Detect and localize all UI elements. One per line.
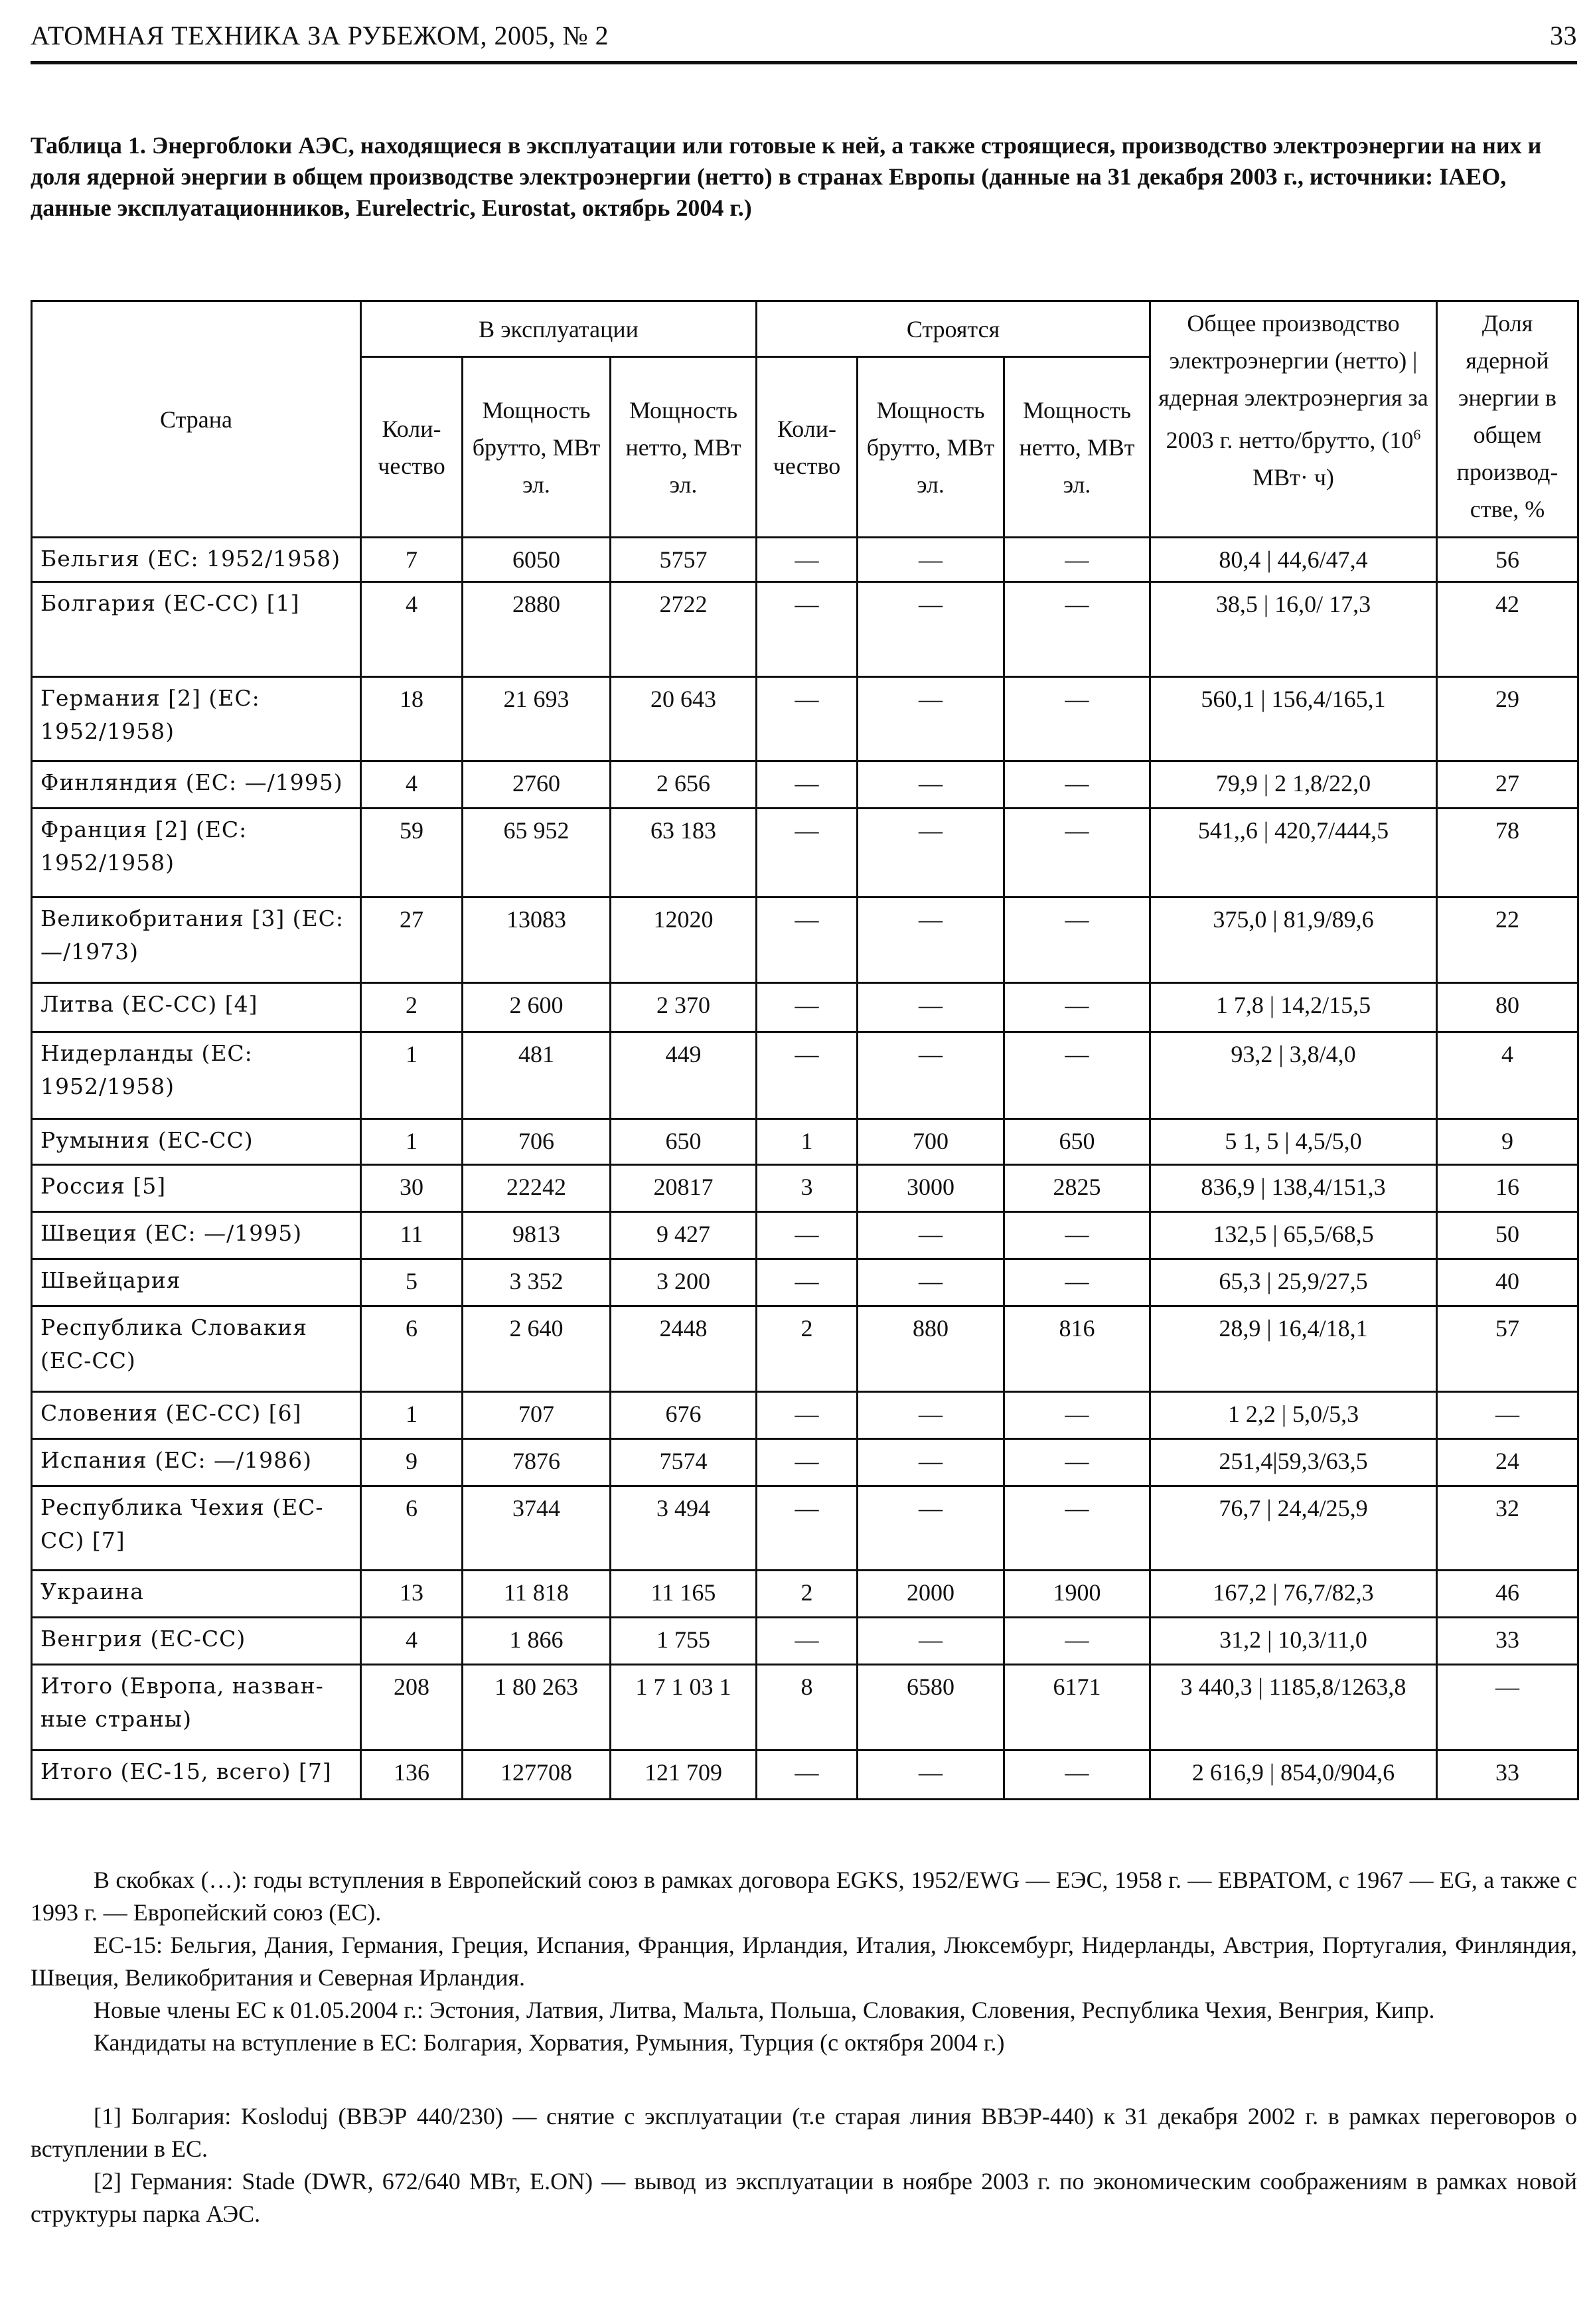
cell-con-net: — [1004, 809, 1150, 897]
cell-share: 29 [1437, 677, 1578, 761]
cell-production: 541,,6 | 420,7/444,5 [1150, 809, 1437, 897]
cell-op-count: 1 [361, 1392, 463, 1439]
cell-con-count: 3 [757, 1165, 858, 1212]
cell-con-net: — [1004, 1212, 1150, 1259]
footnote: [1] Болгария: Kosloduj (ВВЭР 440/230) — снятие с эксплуатации (т.е старая линия ВВЭР-440) к 31 декабря 2002 г. в рамках переговоров о вступлении в ЕС. [31, 2103, 1577, 2162]
table-row [32, 1032, 1578, 1119]
cell-con-net: — [1004, 897, 1150, 983]
cell-production: 38,5 | 16,0/ 17,3 [1150, 582, 1437, 677]
cell-con-gross: — [858, 1032, 1004, 1119]
cell-con-count: — [757, 983, 858, 1032]
cell-op-net: 121 709 [611, 1750, 757, 1800]
cell-op-count: 59 [361, 809, 463, 897]
cell-con-gross: 880 [858, 1306, 1004, 1392]
cell-con-net: 650 [1004, 1119, 1150, 1165]
header-con-net: Мощность нетто, МВт эл. [1004, 357, 1150, 538]
cell-con-gross: — [858, 761, 1004, 809]
table-row [32, 1259, 1578, 1306]
header-in-operation: В эксплуатации [361, 301, 757, 357]
cell-production: 375,0 | 81,9/89,6 [1150, 897, 1437, 983]
page-number: 33 [1550, 21, 1577, 50]
table-row [32, 1306, 1578, 1392]
cell-country: Нидерланды (ЕС: 1952/1958) [32, 1032, 361, 1119]
cell-con-count: — [757, 582, 858, 677]
cell-op-count: 27 [361, 897, 463, 983]
cell-op-gross: 7876 [463, 1439, 611, 1486]
cell-op-gross: 707 [463, 1392, 611, 1439]
cell-con-count: — [757, 897, 858, 983]
cell-share: 80 [1437, 983, 1578, 1032]
cell-production: 251,4|59,3/63,5 [1150, 1439, 1437, 1486]
header-production-exponent: 6 [1413, 426, 1421, 443]
cell-con-count: — [757, 1618, 858, 1665]
cell-share: 56 [1437, 538, 1578, 582]
table-row [32, 1119, 1578, 1165]
table-row [32, 983, 1578, 1032]
cell-op-gross: 21 693 [463, 677, 611, 761]
table-row [32, 1165, 1578, 1212]
cell-con-count: — [757, 1392, 858, 1439]
cell-production: 65,3 | 25,9/27,5 [1150, 1259, 1437, 1306]
reactor-table [31, 300, 1579, 1800]
header-op-net: Мощность нетто, МВт эл. [611, 357, 757, 538]
cell-op-count: 208 [361, 1665, 463, 1750]
cell-con-gross: — [858, 809, 1004, 897]
cell-op-count: 6 [361, 1306, 463, 1392]
cell-con-count: 8 [757, 1665, 858, 1750]
cell-production: 1 2,2 | 5,0/5,3 [1150, 1392, 1437, 1439]
cell-op-gross: 65 952 [463, 809, 611, 897]
cell-con-net: — [1004, 1486, 1150, 1571]
cell-country: Испания (ЕС: —/1986) [32, 1439, 361, 1486]
cell-op-count: 1 [361, 1032, 463, 1119]
cell-production: 31,2 | 10,3/11,0 [1150, 1618, 1437, 1665]
cell-op-gross: 6050 [463, 538, 611, 582]
journal-title: АТОМНАЯ ТЕХНИКА ЗА РУБЕЖОМ, 2005, № 2 [31, 21, 609, 50]
cell-op-gross: 22242 [463, 1165, 611, 1212]
cell-production: 3 440,3 | 1185,8/1263,8 [1150, 1665, 1437, 1750]
footnote: [2] Германия: Stade (DWR, 672/640 МВт, E.ON) — вывод из эксплуатации в ноябре 2003 г. по экономическим соображениям в рамках новой структуры парка АЭС. [31, 2168, 1577, 2227]
table-row [32, 1392, 1578, 1439]
header-nuclear-share: Доля ядерной энергии в общем производ-стве, % [1437, 301, 1578, 538]
header-con-count: Коли-чество [757, 357, 858, 538]
cell-op-net: 63 183 [611, 809, 757, 897]
cell-op-gross: 13083 [463, 897, 611, 983]
cell-op-count: 18 [361, 677, 463, 761]
cell-con-net: — [1004, 1259, 1150, 1306]
cell-op-gross: 3 352 [463, 1259, 611, 1306]
cell-op-net: 449 [611, 1032, 757, 1119]
cell-con-count: 2 [757, 1571, 858, 1618]
note-paragraph: Новые члены ЕС к 01.05.2004 г.: Эстония, Латвия, Литва, Мальта, Польша, Словакия, Словения, Республика Чехия, Венгрия, Кипр. [94, 1997, 1435, 2023]
cell-con-net: — [1004, 538, 1150, 582]
cell-share: 16 [1437, 1165, 1578, 1212]
cell-op-net: 5757 [611, 538, 757, 582]
note-paragraph: Кандидаты на вступление в ЕС: Болгария, Хорватия, Румыния, Турция (с октября 2004 г.) [94, 2029, 1005, 2056]
cell-share: 22 [1437, 897, 1578, 983]
cell-op-gross: 1 80 263 [463, 1665, 611, 1750]
cell-country: Итого (ЕС-15, всего) [7] [32, 1750, 361, 1800]
cell-con-count: — [757, 1486, 858, 1571]
header-production-text: Общее производство электроэнергии (нетто) | ядерная электроэнергия за 2003 г. нетто/брутто, (10 [1158, 310, 1428, 453]
cell-share: 9 [1437, 1119, 1578, 1165]
cell-con-net: — [1004, 983, 1150, 1032]
running-header [31, 20, 1577, 60]
cell-production: 2 616,9 | 854,0/904,6 [1150, 1750, 1437, 1800]
cell-con-count: 2 [757, 1306, 858, 1392]
table-row [32, 1750, 1578, 1800]
cell-country: Россия [5] [32, 1165, 361, 1212]
cell-country: Германия [2] (ЕС: 1952/1958) [32, 677, 361, 761]
cell-op-gross: 2 600 [463, 983, 611, 1032]
cell-country: Бельгия (ЕС: 1952/1958) [32, 538, 361, 582]
cell-op-net: 12020 [611, 897, 757, 983]
cell-op-net: 7574 [611, 1439, 757, 1486]
cell-share: — [1437, 1665, 1578, 1750]
cell-op-count: 30 [361, 1165, 463, 1212]
table-row [32, 761, 1578, 809]
cell-con-gross: 3000 [858, 1165, 1004, 1212]
cell-op-gross: 2 640 [463, 1306, 611, 1392]
table-row [32, 677, 1578, 761]
cell-con-gross: 2000 [858, 1571, 1004, 1618]
cell-share: 78 [1437, 809, 1578, 897]
cell-con-gross: — [858, 582, 1004, 677]
cell-con-net: 1900 [1004, 1571, 1150, 1618]
cell-con-net: — [1004, 1392, 1150, 1439]
cell-country: Итого (Европа, назван-ные страны) [32, 1665, 361, 1750]
cell-op-net: 1 7 1 03 1 [611, 1665, 757, 1750]
cell-op-count: 6 [361, 1486, 463, 1571]
cell-op-net: 2448 [611, 1306, 757, 1392]
cell-op-net: 2722 [611, 582, 757, 677]
cell-con-count: — [757, 809, 858, 897]
cell-op-gross: 11 818 [463, 1571, 611, 1618]
cell-op-count: 136 [361, 1750, 463, 1800]
cell-con-net: — [1004, 761, 1150, 809]
cell-country: Финляндия (ЕС: —/1995) [32, 761, 361, 809]
table-row [32, 897, 1578, 983]
cell-con-net: — [1004, 1750, 1150, 1800]
cell-con-count: — [757, 677, 858, 761]
cell-country: Украина [32, 1571, 361, 1618]
cell-country: Словения (ЕС-СС) [6] [32, 1392, 361, 1439]
cell-op-net: 676 [611, 1392, 757, 1439]
cell-con-gross: — [858, 1439, 1004, 1486]
cell-con-net: 816 [1004, 1306, 1150, 1392]
cell-country: Литва (ЕС-СС) [4] [32, 983, 361, 1032]
cell-con-gross: — [858, 983, 1004, 1032]
cell-production: 560,1 | 156,4/165,1 [1150, 677, 1437, 761]
cell-con-count: — [757, 761, 858, 809]
cell-production: 93,2 | 3,8/4,0 [1150, 1032, 1437, 1119]
cell-con-net: — [1004, 1618, 1150, 1665]
cell-production: 28,9 | 16,4/18,1 [1150, 1306, 1437, 1392]
cell-con-gross: — [858, 1486, 1004, 1571]
table-row [32, 1212, 1578, 1259]
cell-production: 76,7 | 24,4/25,9 [1150, 1486, 1437, 1571]
note-paragraph: В скобках (…): годы вступления в Европейский союз в рамках договора EGKS, 1952/EWG — ЕЭС, 1958 г. — ЕВРАТОМ, с 1967 — EG, а также с 1993 г. — Европейский союз (ЕС). [31, 1867, 1577, 1926]
header-rule [31, 61, 1577, 64]
cell-production: 5 1, 5 | 4,5/5,0 [1150, 1119, 1437, 1165]
cell-con-net: 6171 [1004, 1665, 1150, 1750]
cell-share: 27 [1437, 761, 1578, 809]
cell-share: — [1437, 1392, 1578, 1439]
cell-production: 1 7,8 | 14,2/15,5 [1150, 983, 1437, 1032]
cell-con-net: 2825 [1004, 1165, 1150, 1212]
cell-con-gross: — [858, 1750, 1004, 1800]
notes-block [31, 1864, 1577, 2230]
cell-share: 46 [1437, 1571, 1578, 1618]
cell-country: Болгария (ЕС-СС) [1] [32, 582, 361, 677]
cell-con-count: — [757, 538, 858, 582]
cell-op-gross: 2880 [463, 582, 611, 677]
cell-production: 80,4 | 44,6/47,4 [1150, 538, 1437, 582]
cell-op-count: 11 [361, 1212, 463, 1259]
table-row [32, 809, 1578, 897]
cell-op-count: 2 [361, 983, 463, 1032]
cell-op-net: 20817 [611, 1165, 757, 1212]
cell-op-count: 1 [361, 1119, 463, 1165]
cell-op-count: 4 [361, 582, 463, 677]
cell-op-gross: 9813 [463, 1212, 611, 1259]
cell-share: 57 [1437, 1306, 1578, 1392]
table-row [32, 1618, 1578, 1665]
cell-op-gross: 706 [463, 1119, 611, 1165]
table-row [32, 582, 1578, 677]
cell-op-net: 3 200 [611, 1259, 757, 1306]
cell-con-gross: — [858, 1392, 1004, 1439]
cell-con-count: — [757, 1750, 858, 1800]
header-country: Страна [32, 301, 361, 538]
cell-op-net: 650 [611, 1119, 757, 1165]
cell-country: Румыния (ЕС-СС) [32, 1119, 361, 1165]
cell-country: Великобритания [3] (ЕС: —/1973) [32, 897, 361, 983]
cell-con-count: 1 [757, 1119, 858, 1165]
cell-con-count: — [757, 1032, 858, 1119]
cell-op-gross: 1 866 [463, 1618, 611, 1665]
cell-op-net: 11 165 [611, 1571, 757, 1618]
header-op-gross: Мощность брутто, МВт эл. [463, 357, 611, 538]
header-op-count: Коли-чество [361, 357, 463, 538]
cell-op-net: 1 755 [611, 1618, 757, 1665]
cell-production: 836,9 | 138,4/151,3 [1150, 1165, 1437, 1212]
cell-con-count: — [757, 1212, 858, 1259]
cell-share: 33 [1437, 1618, 1578, 1665]
cell-op-count: 13 [361, 1571, 463, 1618]
cell-con-gross: — [858, 538, 1004, 582]
cell-op-net: 2 656 [611, 761, 757, 809]
header-production [1150, 301, 1437, 538]
cell-share: 32 [1437, 1486, 1578, 1571]
cell-con-net: — [1004, 1439, 1150, 1486]
cell-op-count: 4 [361, 1618, 463, 1665]
cell-country: Франция [2] (ЕС: 1952/1958) [32, 809, 361, 897]
cell-op-net: 20 643 [611, 677, 757, 761]
header-con-gross: Мощность брутто, МВт эл. [858, 357, 1004, 538]
cell-production: 79,9 | 2 1,8/22,0 [1150, 761, 1437, 809]
cell-share: 4 [1437, 1032, 1578, 1119]
cell-op-gross: 127708 [463, 1750, 611, 1800]
note-paragraph: ЕС-15: Бельгия, Дания, Германия, Греция, Испания, Франция, Ирландия, Италия, Люксембург, Нидерланды, Австрия, Португалия, Финляндия, Швеция, Великобритания и Северная Ирландия. [31, 1932, 1577, 1991]
cell-con-gross: — [858, 1259, 1004, 1306]
cell-con-net: — [1004, 1032, 1150, 1119]
table-row [32, 538, 1578, 582]
cell-op-gross: 481 [463, 1032, 611, 1119]
cell-country: Республика Чехия (ЕС-СС) [7] [32, 1486, 361, 1571]
cell-op-net: 2 370 [611, 983, 757, 1032]
cell-country: Республика Словакия (ЕС-СС) [32, 1306, 361, 1392]
cell-con-gross: — [858, 1618, 1004, 1665]
cell-production: 132,5 | 65,5/68,5 [1150, 1212, 1437, 1259]
cell-share: 40 [1437, 1259, 1578, 1306]
cell-share: 33 [1437, 1750, 1578, 1800]
cell-country: Венгрия (ЕС-СС) [32, 1618, 361, 1665]
cell-share: 42 [1437, 582, 1578, 677]
cell-share: 50 [1437, 1212, 1578, 1259]
table-caption: Таблица 1. Энергоблоки АЭС, находящиеся в эксплуатации или готовые к ней, а также строящиеся, производство электроэнергии на них и доля ядерной энергии в общем производстве электроэнергии (нетто) в странах Европы (данные на 31 декабря 2003 г., источники: IAEO, данные эксплуатационников, Eurelectric, Eurostat, октябрь 2004 г.) [31, 132, 1542, 221]
cell-con-gross: — [858, 677, 1004, 761]
header-under-construction: Строятся [757, 301, 1150, 357]
cell-con-net: — [1004, 582, 1150, 677]
cell-production: 167,2 | 76,7/82,3 [1150, 1571, 1437, 1618]
cell-con-gross: 700 [858, 1119, 1004, 1165]
table-row [32, 1439, 1578, 1486]
cell-share: 24 [1437, 1439, 1578, 1486]
cell-op-gross: 2760 [463, 761, 611, 809]
cell-con-count: — [757, 1439, 858, 1486]
cell-con-gross: — [858, 897, 1004, 983]
cell-op-net: 9 427 [611, 1212, 757, 1259]
table-row [32, 1571, 1578, 1618]
table-row [32, 1665, 1578, 1750]
header-production-unit: МВт· ч) [1252, 464, 1334, 491]
cell-con-count: — [757, 1259, 858, 1306]
cell-op-count: 5 [361, 1259, 463, 1306]
cell-country: Швеция (ЕС: —/1995) [32, 1212, 361, 1259]
cell-con-net: — [1004, 677, 1150, 761]
cell-op-count: 4 [361, 761, 463, 809]
cell-op-gross: 3744 [463, 1486, 611, 1571]
cell-con-gross: — [858, 1212, 1004, 1259]
cell-con-gross: 6580 [858, 1665, 1004, 1750]
table-row [32, 1486, 1578, 1571]
cell-op-count: 9 [361, 1439, 463, 1486]
cell-op-count: 7 [361, 538, 463, 582]
cell-op-net: 3 494 [611, 1486, 757, 1571]
cell-country: Швейцария [32, 1259, 361, 1306]
